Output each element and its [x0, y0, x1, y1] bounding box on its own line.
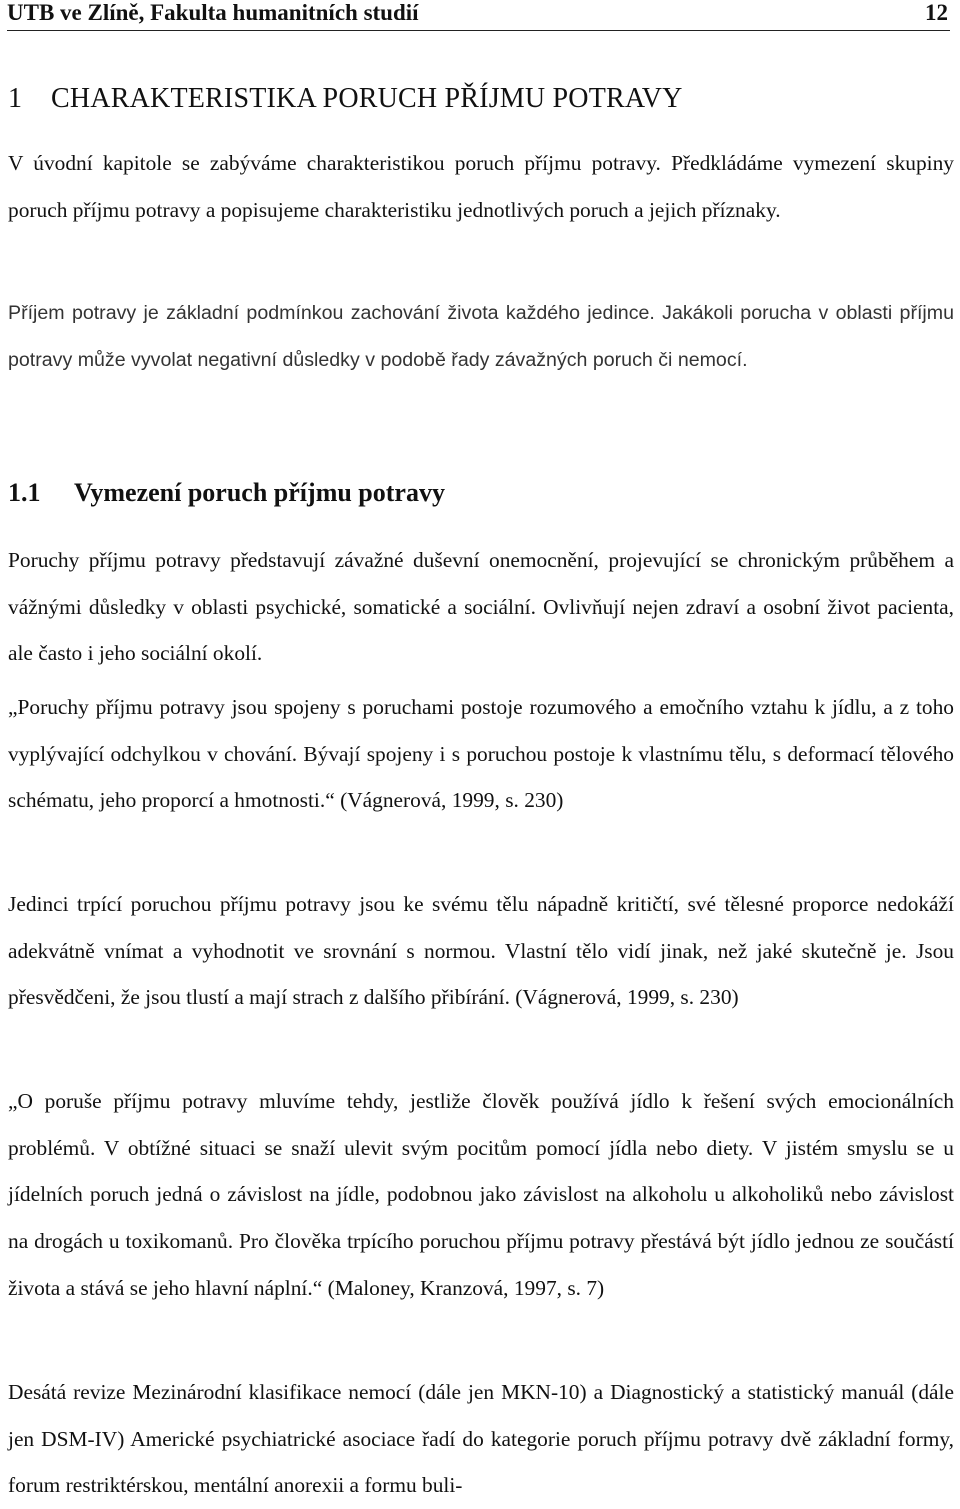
intro-paragraph: V úvodní kapitole se zabýváme charakteristikou poruch příjmu potravy. Předkládáme vymezení skupiny poruch příjmu potravy a popisujeme charakteristiku jednotlivých poruch a jejich příznaky.: [8, 151, 954, 222]
body-paragraph-2: Jedinci trpící poruchou příjmu potravy jsou ke svému tělu nápadně kritičtí, své tělesné proporce nedokáží adekvátně vnímat a vyhodnotit ve srovnání s normou. Vlastní tělo vidí jinak, než jaké skutečně je. Jsou přesvědčeni, že jsou tlustí a mají strach z dalšího přibírání. (Vágnerová, 1999, s. 230): [8, 892, 954, 1010]
header-institution: UTB ve Zlíně, Fakulta humanitních studií: [7, 0, 419, 25]
section-number: 1.1: [8, 478, 41, 507]
section-title: Vymezení poruch příjmu potravy: [74, 478, 445, 507]
quote-paragraph-1: „Poruchy příjmu potravy jsou spojeny s poruchami postoje rozumového a emočního vztahu k jídlu, a z toho vyplývající odchylkou v chování. Bývají spojeny i s poruchou postoje k vlastnímu tělu, s deformací tělového schématu, jeho proporcí a hmotnosti.“ (Vágnerová, 1999, s. 230): [8, 695, 954, 813]
header-page-number: 12: [925, 0, 948, 25]
body-paragraph-3: Desátá revize Mezinárodní klasifikace nemocí (dále jen MKN-10) a Diagnostický a statistický manuál (dále jen DSM-IV) Americké psychiatrické asociace řadí do kategorie poruch příjmu potravy dvě základní formy, forum restriktérskou, mentální anorexii a formu buli-: [8, 1380, 954, 1498]
quote-paragraph-2: „O poruše příjmu potravy mluvíme tehdy, jestliže člověk používá jídlo k řešení svých emocionálních problémů. V obtížné situaci se snaží ulevit svým pocitům pomocí jídla nebo diety. V jistém smyslu se u jídelních poruch jedná o závislost na jídle, podobnou jako závislost na alkoholu u alkoholiků nebo závislost na drogách u toxikomanů. Pro člověka trpícího poruchou příjmu potravy přestává být jídlo jednou ze součástí života a stává se jeho hlavní náplní.“ (Maloney, Kranzová, 1997, s. 7): [8, 1089, 954, 1300]
sans-paragraph: Příjem potravy je základní podmínkou zachování života každého jedince. Jakákoli porucha v oblasti příjmu potravy může vyvolat negativní důsledky v podobě řady závažných poruch či nemocí.: [8, 302, 954, 371]
chapter-number: 1: [8, 83, 23, 114]
section-heading: [8, 475, 445, 511]
body-paragraph-1: Poruchy příjmu potravy představují závažné duševní onemocnění, projevující se chronickým průběhem a vážnými důsledky v oblasti psychické, somatické a sociální. Ovlivňují nejen zdraví a osobní život pacienta, ale často i jeho sociální okolí.: [8, 548, 954, 666]
chapter-title: CHARAKTERISTIKA PORUCH PŘÍJMU POTRAVY: [51, 83, 683, 114]
chapter-heading: [8, 82, 683, 116]
running-header: [7, 0, 950, 31]
